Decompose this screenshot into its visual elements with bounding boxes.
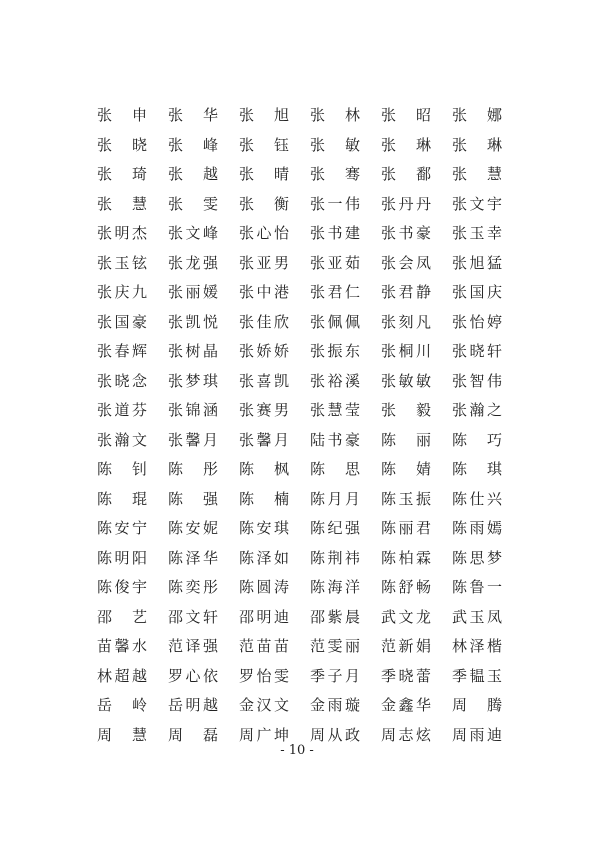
name-cell: 张 馨 月 bbox=[168, 430, 218, 449]
name-cell: 张 馨 月 bbox=[239, 430, 289, 449]
name-cell: 陈 仕 兴 bbox=[452, 489, 502, 508]
name-cell: 周 磊 bbox=[168, 725, 218, 744]
name-cell: 张 旭 猛 bbox=[452, 253, 502, 272]
name-cell: 陈 丽 bbox=[381, 430, 431, 449]
page-number: - 10 - bbox=[280, 743, 314, 758]
name-cell: 陈 海 洋 bbox=[310, 578, 360, 596]
name-cell: 张 旭 bbox=[239, 106, 289, 124]
name-cell: 张 智 伟 bbox=[452, 371, 502, 390]
name-cell: 张 龙 强 bbox=[168, 253, 218, 272]
name-cell: 邵 紫 晨 bbox=[310, 607, 360, 626]
name-cell: 张 慧 bbox=[452, 165, 502, 183]
name-cell: 范 译 强 bbox=[168, 637, 218, 655]
name-cell: 周 志 炫 bbox=[381, 725, 431, 744]
name-cell: 张 骞 bbox=[310, 165, 360, 183]
name-cell: 陈 泽 华 bbox=[168, 548, 218, 567]
name-cell: 张 越 bbox=[168, 165, 218, 183]
name-cell: 张 文 峰 bbox=[168, 224, 218, 242]
name-cell: 苗 馨 水 bbox=[97, 637, 147, 655]
name-cell: 金 汉 文 bbox=[239, 696, 289, 714]
name-cell: 陆 书 豪 bbox=[310, 430, 360, 449]
name-cell: 陈 荆 祎 bbox=[310, 548, 360, 567]
name-cell: 陈 圆 涛 bbox=[239, 578, 289, 596]
name-cell: 陈 奕 彤 bbox=[168, 578, 218, 596]
name-cell: 张 亚 男 bbox=[239, 253, 289, 272]
name-cell: 张 华 bbox=[168, 106, 218, 124]
name-cell: 季 子 月 bbox=[310, 666, 360, 685]
name-cell: 张 玉 铉 bbox=[97, 253, 147, 272]
name-cell: 张 喜 凯 bbox=[239, 371, 289, 390]
name-cell: 张 瀚 之 bbox=[452, 401, 502, 419]
name-cell: 武 玉 凤 bbox=[452, 607, 502, 626]
name-cell: 张 凯 悦 bbox=[168, 312, 218, 331]
name-cell: 张 琳 bbox=[452, 135, 502, 154]
name-cell: 张 振 东 bbox=[310, 342, 360, 360]
name-cell: 张 毅 bbox=[381, 401, 431, 419]
name-cell: 陈 钊 bbox=[97, 460, 147, 478]
name-cell: 张 亚 茹 bbox=[310, 253, 360, 272]
name-cell: 罗 怡 雯 bbox=[239, 666, 289, 685]
name-cell: 张 书 豪 bbox=[381, 224, 431, 242]
name-cell: 罗 心 依 bbox=[168, 666, 218, 685]
name-cell: 陈 安 宁 bbox=[97, 519, 147, 537]
name-cell: 季 晓 蕾 bbox=[381, 666, 431, 685]
name-cell: 陈 强 bbox=[168, 489, 218, 508]
name-cell: 张 道 芬 bbox=[97, 401, 147, 419]
name-cell: 张 中 港 bbox=[239, 283, 289, 301]
name-cell: 陈 俊 宇 bbox=[97, 578, 147, 596]
name-cell: 张 一 伟 bbox=[310, 194, 360, 213]
name-cell: 张 娇 娇 bbox=[239, 342, 289, 360]
name-cell: 张 雯 bbox=[168, 194, 218, 213]
name-cell: 张 琦 bbox=[97, 165, 147, 183]
name-cell: 季 韫 玉 bbox=[452, 666, 502, 685]
name-cell: 金 雨 璇 bbox=[310, 696, 360, 714]
name-cell: 陈 安 妮 bbox=[168, 519, 218, 537]
name-cell: 金 鑫 华 bbox=[381, 696, 431, 714]
name-cell: 陈 雨 嫣 bbox=[452, 519, 502, 537]
name-cell: 陈 丽 君 bbox=[381, 519, 431, 537]
name-cell: 张 文 宇 bbox=[452, 194, 502, 213]
name-cell: 张 慧 bbox=[97, 194, 147, 213]
name-grid bbox=[97, 101, 523, 750]
name-cell: 张 桐 川 bbox=[381, 342, 431, 360]
name-cell: 张 峰 bbox=[168, 135, 218, 154]
name-cell: 张 佩 佩 bbox=[310, 312, 360, 331]
name-cell: 张 裕 溪 bbox=[310, 371, 360, 390]
name-cell: 陈 舒 畅 bbox=[381, 578, 431, 596]
name-cell: 张 明 杰 bbox=[97, 224, 147, 242]
name-cell: 陈 枫 bbox=[239, 460, 289, 478]
name-cell: 张 佳 欣 bbox=[239, 312, 289, 331]
name-cell: 张 敏 bbox=[310, 135, 360, 154]
name-cell: 张 娜 bbox=[452, 106, 502, 124]
name-cell: 陈 彤 bbox=[168, 460, 218, 478]
name-cell: 张 心 怡 bbox=[239, 224, 289, 242]
name-cell: 周 慧 bbox=[97, 725, 147, 744]
name-cell: 张 树 晶 bbox=[168, 342, 218, 360]
name-cell: 张 玉 幸 bbox=[452, 224, 502, 242]
name-cell: 周 雨 迪 bbox=[452, 725, 502, 744]
name-cell: 周 广 坤 bbox=[239, 725, 289, 744]
name-cell: 张 衡 bbox=[239, 194, 289, 213]
name-cell: 张 晓 bbox=[97, 135, 147, 154]
name-cell: 邵 文 轩 bbox=[168, 607, 218, 626]
name-cell: 陈 柏 霖 bbox=[381, 548, 431, 567]
name-cell: 陈 月 月 bbox=[310, 489, 360, 508]
name-cell: 张 鄱 bbox=[381, 165, 431, 183]
name-cell: 陈 思 梦 bbox=[452, 548, 502, 567]
name-cell: 张 慧 莹 bbox=[310, 401, 360, 419]
name-cell: 张 晓 念 bbox=[97, 371, 147, 390]
name-cell: 张 敏 敏 bbox=[381, 371, 431, 390]
name-cell: 张 瀚 文 bbox=[97, 430, 147, 449]
name-cell: 张 钰 bbox=[239, 135, 289, 154]
name-cell: 陈 楠 bbox=[239, 489, 289, 508]
name-cell: 陈 明 阳 bbox=[97, 548, 147, 567]
name-cell: 范 新 娟 bbox=[381, 637, 431, 655]
name-cell: 张 国 庆 bbox=[452, 283, 502, 301]
name-cell: 张 赛 男 bbox=[239, 401, 289, 419]
name-cell: 范 苗 苗 bbox=[239, 637, 289, 655]
name-cell: 陈 纪 强 bbox=[310, 519, 360, 537]
name-cell: 张 昭 bbox=[381, 106, 431, 124]
name-cell: 张 丽 媛 bbox=[168, 283, 218, 301]
name-cell: 张 林 bbox=[310, 106, 360, 124]
name-cell: 周 腾 bbox=[452, 696, 502, 714]
name-cell: 张 怡 婷 bbox=[452, 312, 502, 331]
name-cell: 范 雯 丽 bbox=[310, 637, 360, 655]
name-cell: 陈 泽 如 bbox=[239, 548, 289, 567]
name-cell: 陈 琨 bbox=[97, 489, 147, 508]
name-cell: 陈 婧 bbox=[381, 460, 431, 478]
name-cell: 张 君 静 bbox=[381, 283, 431, 301]
name-cell: 邵 明 迪 bbox=[239, 607, 289, 626]
name-cell: 陈 安 琪 bbox=[239, 519, 289, 537]
name-cell: 张 刻 凡 bbox=[381, 312, 431, 331]
name-cell: 张 书 建 bbox=[310, 224, 360, 242]
name-cell: 岳 岭 bbox=[97, 696, 147, 714]
name-cell: 张 会 凤 bbox=[381, 253, 431, 272]
name-cell: 张 晴 bbox=[239, 165, 289, 183]
name-cell: 林 泽 楷 bbox=[452, 637, 502, 655]
name-cell: 张 丹 丹 bbox=[381, 194, 431, 213]
name-cell: 武 文 龙 bbox=[381, 607, 431, 626]
name-cell: 张 梦 琪 bbox=[168, 371, 218, 390]
name-cell: 陈 巧 bbox=[452, 430, 502, 449]
name-cell: 邵 艺 bbox=[97, 607, 147, 626]
name-cell: 林 超 越 bbox=[97, 666, 147, 685]
name-cell: 张 晓 轩 bbox=[452, 342, 502, 360]
name-cell: 张 庆 九 bbox=[97, 283, 147, 301]
name-cell: 张 国 豪 bbox=[97, 312, 147, 331]
name-cell: 张 琳 bbox=[381, 135, 431, 154]
name-cell: 岳 明 越 bbox=[168, 696, 218, 714]
name-cell: 张 春 辉 bbox=[97, 342, 147, 360]
name-cell: 陈 鲁 一 bbox=[452, 578, 502, 596]
name-cell: 周 从 政 bbox=[310, 725, 360, 744]
name-cell: 陈 玉 振 bbox=[381, 489, 431, 508]
name-cell: 陈 琪 bbox=[452, 460, 502, 478]
name-cell: 张 君 仁 bbox=[310, 283, 360, 301]
name-cell: 张 锦 涵 bbox=[168, 401, 218, 419]
name-cell: 陈 思 bbox=[310, 460, 360, 478]
name-cell: 张 申 bbox=[97, 106, 147, 124]
